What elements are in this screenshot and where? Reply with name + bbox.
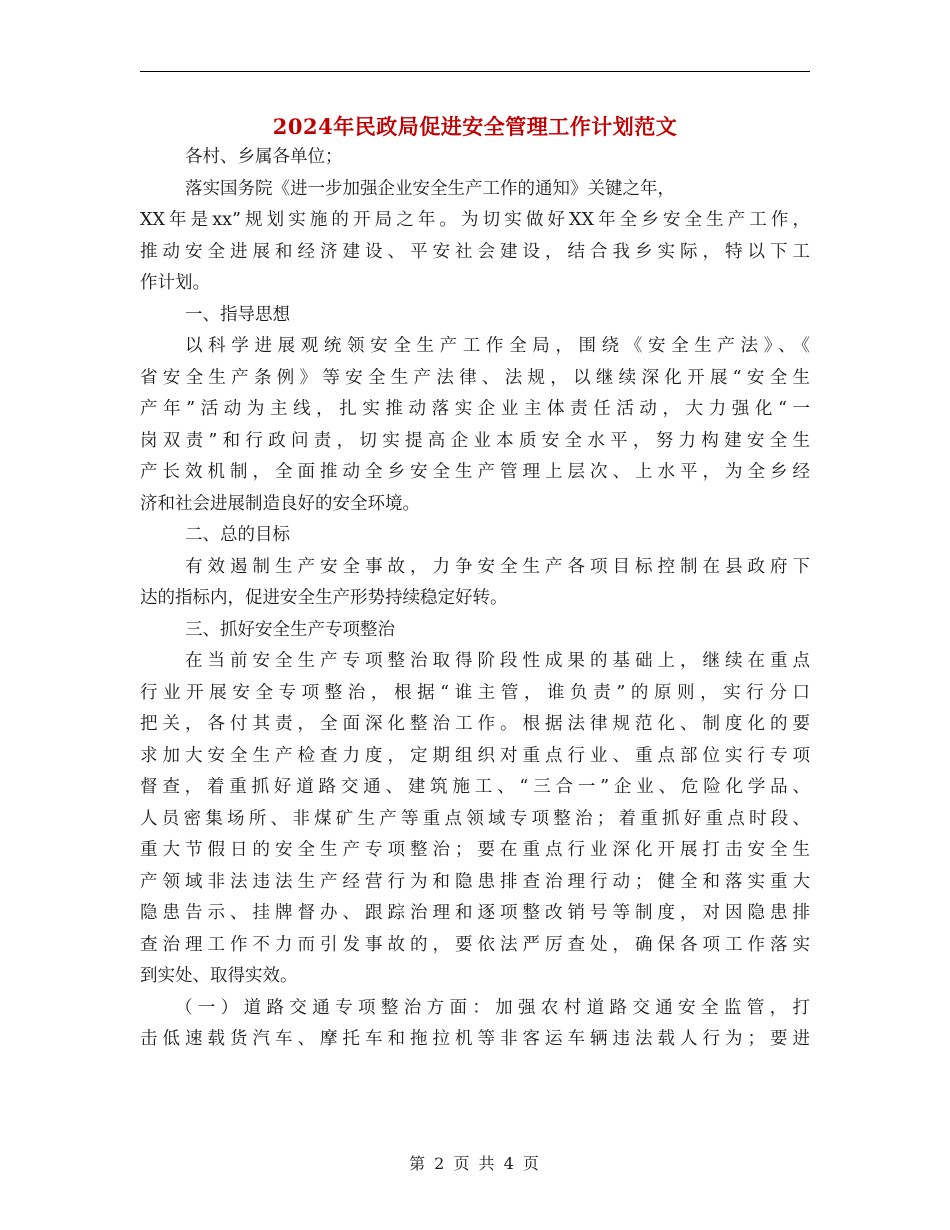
text-line: 推动安全进展和经济建设、平安社会建设，结合我乡实际，特以下工	[140, 241, 810, 262]
text-line: 省安全生产条例》等安全生产法律、法规，以继续深化开展“安全生	[140, 367, 810, 388]
text-line: 把关，各付其责，全面深化整治工作。根据法律规范化、制度化的要	[140, 714, 810, 734]
text-line: 达的指标内，促进安全生产形势持续稳定好转。	[140, 588, 508, 608]
text-line: 岗双责”和行政问责，切实提高企业本质安全水平，努力构建安全生	[140, 430, 810, 451]
text-line: 在当前安全生产专项整治取得阶段性成果的基础上，继续在重点	[185, 651, 810, 671]
text-line: 行业开展安全专项整治，根据“谁主管，谁负责”的原则，实行分口	[140, 682, 810, 703]
page-number: 第 2 页 共 4 页	[409, 1154, 541, 1173]
text-line: 人员密集场所、非煤矿生产等重点领域专项整治；着重抓好重点时段、	[140, 808, 810, 829]
text-line: 作计划。	[140, 273, 210, 293]
text-line: 济和社会进展制造良好的安全环境。	[140, 493, 420, 514]
text-line: 产领域非法违法生产经营行为和隐患排查治理行动；健全和落实重大	[140, 871, 810, 892]
text-line: 二、总的目标	[185, 525, 290, 545]
text-line: 落实国务院《进一步加强企业安全生产工作的通知》关键之年，	[185, 178, 675, 199]
text-line: 重大节假日的安全生产专项整治；要在重点行业深化开展打击安全生	[140, 840, 810, 860]
text-line: 有效遏制生产安全事故，力争安全生产各项目标控制在县政府下	[185, 556, 810, 577]
text-line: 三、抓好安全生产专项整治	[185, 619, 395, 640]
text-line: 督查，着重抓好道路交通、建筑施工、“三合一”企业、危险化学品、	[140, 777, 810, 797]
text-line: 隐患告示、挂牌督办、跟踪治理和逐项整改销号等制度，对因隐患排	[140, 903, 810, 923]
text-line: 到实处、取得实效。	[140, 966, 298, 986]
text-line: 查治理工作不力而引发事故的，要依法严厉查处，确保各项工作落实	[140, 934, 810, 955]
text-line: （一）道路交通专项整治方面：加强农村道路交通安全监管，打	[175, 997, 810, 1018]
header-rule	[140, 71, 810, 72]
document-body	[140, 142, 810, 1056]
text-line: 击低速载货汽车、摩托车和拖拉机等非客运车辆违法载人行为；要进	[140, 1029, 810, 1049]
text-line: 产长效机制，全面推动全乡安全生产管理上层次、上水平，为全乡经	[140, 462, 810, 482]
text-line: 以科学进展观统领安全生产工作全局，围绕《安全生产法》、《	[185, 336, 810, 356]
text-line: 产年”活动为主线，扎实推动落实企业主体责任活动，大力强化“一	[140, 399, 810, 419]
text-line: 各村、乡属各单位；	[185, 147, 343, 167]
document-title: 2024年民政局促进安全管理工作计划范文	[272, 114, 678, 139]
text-line: 求加大安全生产检查力度，定期组织对重点行业、重点部位实行专项	[140, 745, 810, 766]
text-line: XX年是xx”规划实施的开局之年。为切实做好XX年全乡安全生产工作，	[140, 210, 810, 230]
text-line: 一、指导思想	[185, 304, 290, 325]
